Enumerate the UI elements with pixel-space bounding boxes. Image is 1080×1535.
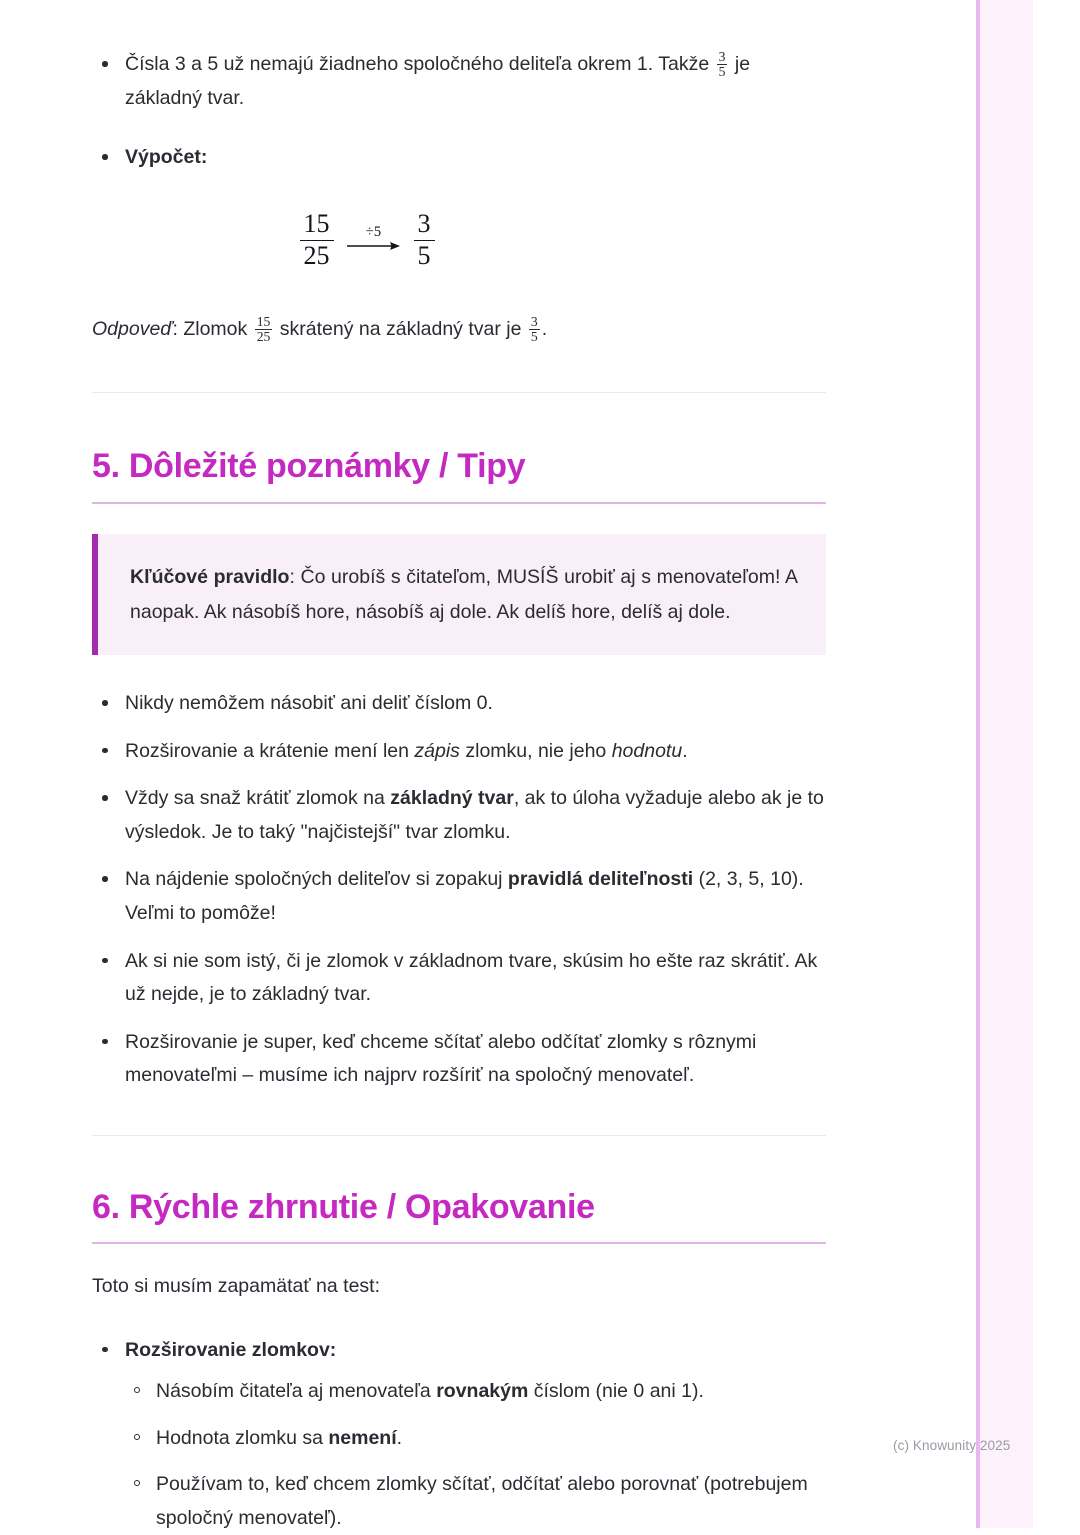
math-row	[300, 209, 435, 271]
section-6-bullet-list	[92, 1334, 826, 1535]
math-operation-label: ÷5	[365, 223, 382, 240]
list-item	[92, 945, 826, 1012]
intro-text-pre: Čísla 3 a 5 už nemajú žiadneho spoločného deliteľa okrem 1. Takže	[125, 53, 715, 75]
text-run: Rozširovanie a krátenie mení len	[125, 739, 415, 762]
horizontal-divider	[92, 392, 826, 393]
sub-list-item	[125, 1375, 826, 1409]
section-divider-wrapper	[92, 392, 826, 393]
list-item	[92, 1026, 826, 1093]
emphasis-italic: hodnotu	[611, 739, 683, 762]
fraction-numerator: 3	[718, 48, 726, 64]
section-5-header	[92, 445, 826, 504]
callout-text: : Čo urobíš s čitateľom, MUSÍŠ urobiť aj s menovateľom! A naopak. Ak násobíš hore, násobíš aj dole. Ak delíš hore, delíš aj dole.	[130, 565, 798, 623]
math-operation-arrow	[347, 225, 401, 254]
section-5-bullet-list	[92, 687, 826, 1092]
text-run: zlomku, nie jeho	[459, 739, 612, 762]
math-expression-block	[0, 209, 734, 271]
text-run: .	[396, 1426, 403, 1449]
decorative-side-panel	[976, 0, 1033, 1528]
text-run: Násobím čitateľa aj menovateľa	[156, 1380, 437, 1403]
section-title-underline	[92, 502, 826, 504]
intro-text-post: je základný tvar.	[125, 53, 751, 109]
page-title-section-6: 6. Rýchle zhrnutie / Opakovanie	[92, 1187, 595, 1226]
fraction-denominator: 5	[414, 240, 435, 271]
copyright-watermark: (c) Knowunity 2025	[893, 1438, 1011, 1453]
list-item-vypocet	[92, 141, 826, 175]
sub-list-item	[125, 1468, 826, 1535]
inline-fraction	[717, 50, 728, 79]
section-title-underline	[92, 1242, 826, 1244]
callout-bold-label: Kľúčové pravidlo	[130, 565, 290, 588]
text-run: Hodnota zlomku sa	[156, 1426, 329, 1449]
text-run: Rozširovanie je super, keď chceme sčítať alebo odčítať zlomky s rôznymi menovateľmi – musíme ich najprv rozšíriť na spoločný menovateľ.	[125, 1030, 757, 1087]
section-6-intro: Toto si musím zapamätať na test:	[92, 1275, 381, 1298]
emphasis-bold: základný tvar	[390, 787, 514, 810]
text-run: .	[682, 739, 688, 762]
intro-bullet-list	[92, 48, 826, 175]
answer-mid: skrátený na základný tvar je	[274, 317, 527, 340]
intro-block	[92, 48, 826, 175]
emphasis-bold: rovnakým	[436, 1380, 529, 1403]
text-run: Nikdy nemôžem násobiť ani deliť číslom 0.	[125, 692, 493, 715]
text-run: , ak to úloha vyžaduje alebo ak je to výsledok. Je to taký "najčistejší" tvar zlomku.	[125, 787, 824, 843]
fraction-denominator: 25	[256, 328, 271, 344]
emphasis-italic: zápis	[414, 739, 460, 762]
list-item	[92, 687, 826, 721]
text-run: číslom (nie 0 ani 1).	[528, 1380, 704, 1403]
vypocet-label: Výpočet:	[125, 146, 208, 169]
fraction-numerator: 15	[256, 313, 271, 329]
section-6-summary-wrapper	[92, 1334, 826, 1535]
summary-group-label: Rozširovanie zlomkov:	[125, 1338, 337, 1361]
answer-pre: : Zlomok	[172, 317, 253, 340]
horizontal-divider	[92, 1135, 826, 1136]
answer-line	[92, 313, 826, 347]
page-title-section-5: 5. Dôležité poznámky / Tipy	[92, 447, 526, 486]
fraction-numerator: 3	[530, 313, 538, 329]
text-run: Vždy sa snaž krátiť zlomok na	[125, 787, 391, 810]
answer-paragraph	[92, 313, 826, 347]
section-6-header	[92, 1186, 826, 1245]
callout-paragraph	[130, 560, 798, 629]
answer-post: .	[541, 317, 548, 340]
arrow-right-icon	[347, 240, 401, 253]
list-item	[92, 863, 826, 930]
text-run: Ak si nie som istý, či je zlomok v základnom tvare, skúsim ho ešte raz skrátiť. Ak už nejde, je to základný tvar.	[125, 949, 818, 1006]
side-panel-fill	[980, 0, 1033, 1528]
section-5-notes-wrapper	[92, 687, 826, 1092]
emphasis-bold: pravidlá deliteľnosti	[507, 868, 694, 891]
key-rule-callout-wrapper	[92, 534, 826, 655]
section-divider-wrapper-2	[92, 1135, 826, 1136]
section-6-intro-wrapper	[92, 1270, 826, 1304]
text-run: Na nájdenie spoločných deliteľov si zopakuj	[125, 868, 508, 891]
section-6-sub-bullet-list	[125, 1375, 826, 1535]
fraction-numerator: 15	[303, 208, 330, 238]
fraction-denominator: 5	[718, 63, 726, 79]
text-run: (2, 3, 5, 10). Veľmi to pomôže!	[125, 868, 804, 924]
fraction-numerator: 3	[417, 208, 431, 238]
sub-list-item	[125, 1422, 826, 1456]
list-item	[92, 735, 826, 769]
inline-fraction	[255, 315, 273, 344]
inline-fraction	[529, 315, 540, 344]
math-fraction-left	[300, 209, 334, 271]
key-rule-callout	[92, 534, 826, 655]
list-item-group	[92, 1334, 826, 1535]
emphasis-bold: nemení	[328, 1426, 397, 1449]
list-item	[92, 782, 826, 849]
fraction-denominator: 5	[530, 328, 538, 344]
math-fraction-right	[414, 209, 435, 271]
text-run: Používam to, keď chcem zlomky sčítať, odčítať alebo porovnať (potrebujem spoločný menovateľ).	[156, 1473, 808, 1529]
fraction-denominator: 25	[300, 240, 334, 271]
list-item	[92, 48, 826, 115]
answer-label: Odpoveď	[92, 317, 173, 340]
